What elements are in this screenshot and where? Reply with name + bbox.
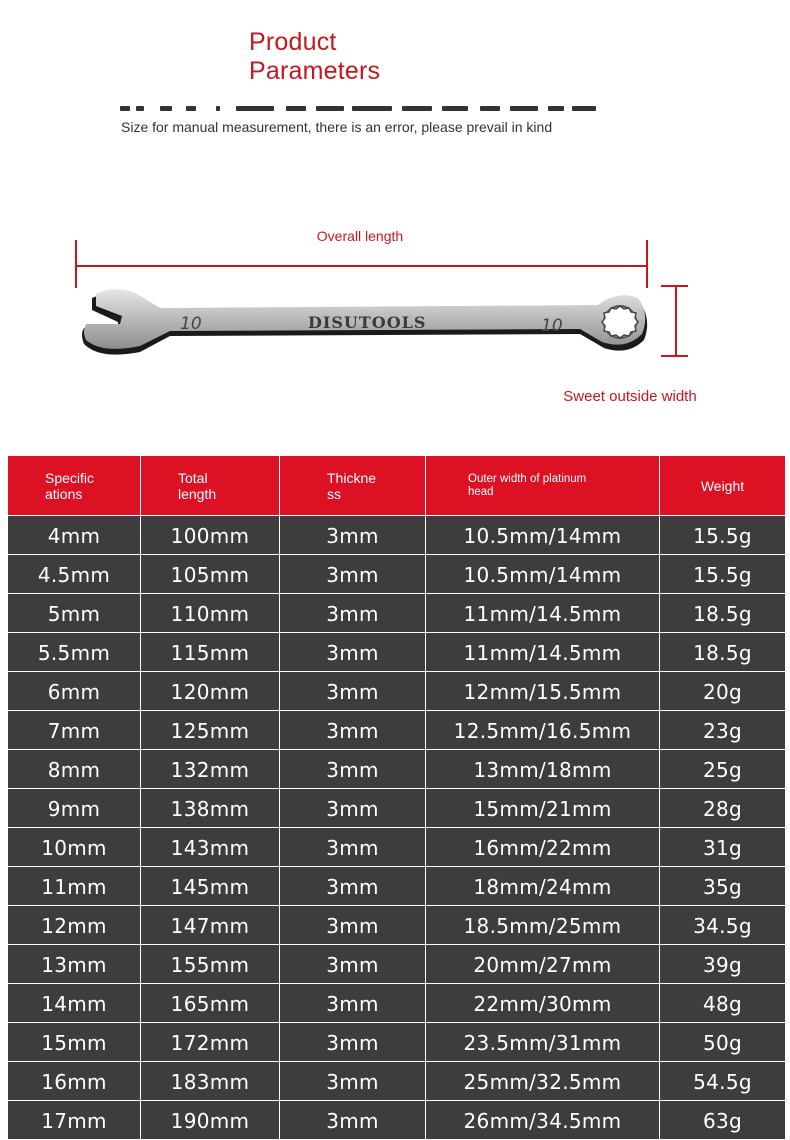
- cell-thickness: 3mm: [280, 1101, 426, 1140]
- column-header-specifications: Specific ations: [8, 456, 141, 516]
- table-row: [8, 672, 786, 711]
- wrench-brand: DISUTOOLS: [308, 313, 427, 332]
- cell-weight: 15.5g: [660, 555, 786, 594]
- table-row: [8, 828, 786, 867]
- table-row: [8, 789, 786, 828]
- wrench-size-right: 10: [541, 316, 563, 336]
- cell-outer-width: 12.5mm/16.5mm: [426, 711, 660, 750]
- cell-weight: 39g: [660, 945, 786, 984]
- cell-outer-width: 13mm/18mm: [426, 750, 660, 789]
- table-row: [8, 711, 786, 750]
- spec-table-body: [8, 516, 786, 1140]
- cell-specification: 8mm: [8, 750, 141, 789]
- cell-weight: 48g: [660, 984, 786, 1023]
- table-header-row: [8, 456, 786, 516]
- cell-specification: 16mm: [8, 1062, 141, 1101]
- cell-total-length: 190mm: [141, 1101, 280, 1140]
- cell-total-length: 125mm: [141, 711, 280, 750]
- cell-total-length: 155mm: [141, 945, 280, 984]
- wrench-body: [82, 289, 647, 354]
- title-line-2: Parameters: [249, 57, 381, 85]
- cell-weight: 63g: [660, 1101, 786, 1140]
- table-row: [8, 516, 786, 555]
- cell-specification: 7mm: [8, 711, 141, 750]
- cell-weight: 20g: [660, 672, 786, 711]
- table-row: [8, 984, 786, 1023]
- cell-thickness: 3mm: [280, 789, 426, 828]
- column-header-thickness: Thickne ss: [280, 456, 426, 516]
- table-row: [8, 1062, 786, 1101]
- cell-specification: 5mm: [8, 594, 141, 633]
- head-width-label: Sweet outside width: [563, 388, 697, 405]
- cell-total-length: 145mm: [141, 867, 280, 906]
- cell-thickness: 3mm: [280, 1023, 426, 1062]
- cell-specification: 11mm: [8, 867, 141, 906]
- cell-total-length: 172mm: [141, 1023, 280, 1062]
- cell-total-length: 105mm: [141, 555, 280, 594]
- table-row: [8, 555, 786, 594]
- head-width-dimension: [661, 286, 688, 356]
- page-title: [249, 28, 549, 86]
- cell-total-length: 110mm: [141, 594, 280, 633]
- overall-length-label: Overall length: [316, 228, 404, 244]
- cell-thickness: 3mm: [280, 516, 426, 555]
- cell-thickness: 3mm: [280, 984, 426, 1023]
- cell-outer-width: 11mm/14.5mm: [426, 633, 660, 672]
- cell-weight: 50g: [660, 1023, 786, 1062]
- cell-thickness: 3mm: [280, 750, 426, 789]
- cell-weight: 18.5g: [660, 594, 786, 633]
- cell-thickness: 3mm: [280, 1062, 426, 1101]
- cell-total-length: 138mm: [141, 789, 280, 828]
- cell-weight: 31g: [660, 828, 786, 867]
- cell-outer-width: 22mm/30mm: [426, 984, 660, 1023]
- table-row: [8, 750, 786, 789]
- wrench-size-left: 10: [180, 314, 202, 334]
- cell-outer-width: 10.5mm/14mm: [426, 516, 660, 555]
- cell-weight: 28g: [660, 789, 786, 828]
- cell-thickness: 3mm: [280, 711, 426, 750]
- cell-specification: 17mm: [8, 1101, 141, 1140]
- cell-outer-width: 23.5mm/31mm: [426, 1023, 660, 1062]
- cell-total-length: 120mm: [141, 672, 280, 711]
- cell-thickness: 3mm: [280, 555, 426, 594]
- column-header-outer-width: Outer width of platinum head: [426, 456, 660, 516]
- cell-specification: 12mm: [8, 906, 141, 945]
- table-row: [8, 945, 786, 984]
- cell-total-length: 143mm: [141, 828, 280, 867]
- table-row: [8, 1023, 786, 1062]
- cell-total-length: 132mm: [141, 750, 280, 789]
- overall-length-dimension: [76, 240, 647, 288]
- cell-specification: 4mm: [8, 516, 141, 555]
- cell-weight: 54.5g: [660, 1062, 786, 1101]
- cell-weight: 18.5g: [660, 633, 786, 672]
- cell-weight: 25g: [660, 750, 786, 789]
- cell-weight: 35g: [660, 867, 786, 906]
- measurement-note: Size for manual measurement, there is an error, please prevail in kind: [121, 119, 553, 135]
- cell-outer-width: 18.5mm/25mm: [426, 906, 660, 945]
- cell-outer-width: 18mm/24mm: [426, 867, 660, 906]
- column-header-total-length: Total length: [141, 456, 280, 516]
- cell-specification: 4.5mm: [8, 555, 141, 594]
- cell-specification: 6mm: [8, 672, 141, 711]
- cut-off-text-line: [120, 106, 600, 114]
- cell-outer-width: 25mm/32.5mm: [426, 1062, 660, 1101]
- cell-total-length: 147mm: [141, 906, 280, 945]
- title-line-1: Product: [249, 28, 337, 56]
- cell-outer-width: 10.5mm/14mm: [426, 555, 660, 594]
- cell-outer-width: 11mm/14.5mm: [426, 594, 660, 633]
- cell-thickness: 3mm: [280, 633, 426, 672]
- cell-thickness: 3mm: [280, 828, 426, 867]
- column-header-weight: Weight: [660, 456, 786, 516]
- cell-thickness: 3mm: [280, 867, 426, 906]
- cell-weight: 34.5g: [660, 906, 786, 945]
- cell-thickness: 3mm: [280, 906, 426, 945]
- cell-specification: 10mm: [8, 828, 141, 867]
- cell-total-length: 183mm: [141, 1062, 280, 1101]
- cell-thickness: 3mm: [280, 594, 426, 633]
- table-row: [8, 867, 786, 906]
- cell-specification: 15mm: [8, 1023, 141, 1062]
- table-row: [8, 906, 786, 945]
- spec-table: [7, 455, 786, 1140]
- cell-total-length: 115mm: [141, 633, 280, 672]
- cell-specification: 9mm: [8, 789, 141, 828]
- cell-specification: 13mm: [8, 945, 141, 984]
- cell-total-length: 100mm: [141, 516, 280, 555]
- cell-outer-width: 12mm/15.5mm: [426, 672, 660, 711]
- cell-thickness: 3mm: [280, 945, 426, 984]
- wrench-diagram: [0, 210, 790, 420]
- cell-outer-width: 15mm/21mm: [426, 789, 660, 828]
- cell-specification: 14mm: [8, 984, 141, 1023]
- table-row: [8, 633, 786, 672]
- cell-thickness: 3mm: [280, 672, 426, 711]
- cell-outer-width: 16mm/22mm: [426, 828, 660, 867]
- cell-specification: 5.5mm: [8, 633, 141, 672]
- cell-total-length: 165mm: [141, 984, 280, 1023]
- cell-weight: 15.5g: [660, 516, 786, 555]
- table-row: [8, 594, 786, 633]
- cell-weight: 23g: [660, 711, 786, 750]
- cell-outer-width: 26mm/34.5mm: [426, 1101, 660, 1140]
- table-row: [8, 1101, 786, 1140]
- cell-outer-width: 20mm/27mm: [426, 945, 660, 984]
